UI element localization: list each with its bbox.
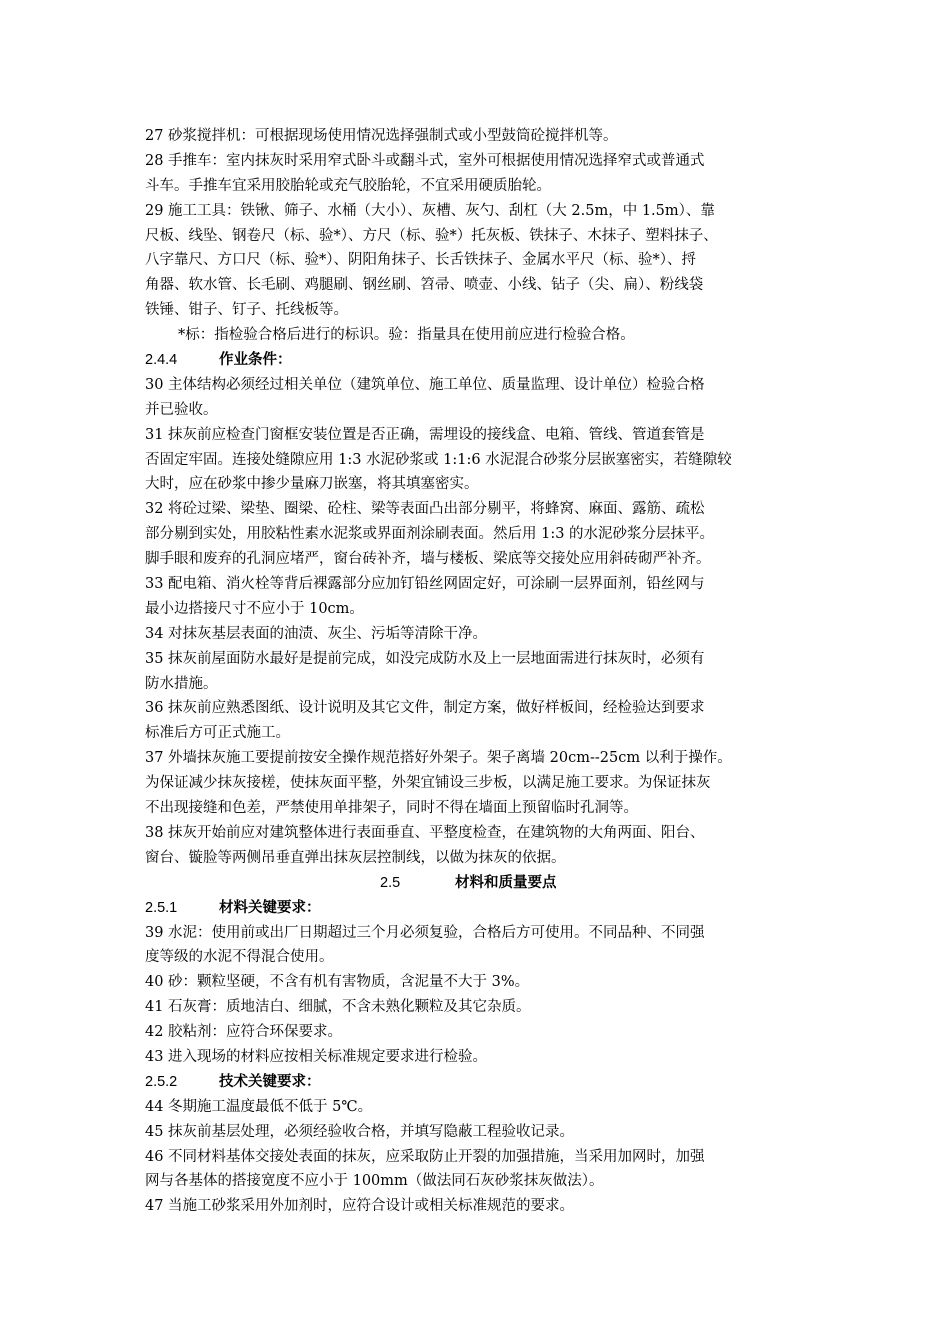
text-line: 41 石灰膏：质地洁白、细腻，不含未熟化颗粒及其它杂质。 [145,999,531,1016]
text-line: 45 抹灰前基层处理，必须经验收合格，并填写隐蔽工程验收记录。 [145,1123,575,1140]
section-heading-2-5-2 [145,1070,815,1095]
text-line: 40 砂：颗粒坚硬，不含有机有害物质，含泥量不大于 3%。 [145,974,530,991]
text-line: 44 冬期施工温度最低不低于 5℃。 [145,1098,373,1115]
section-title: 材料关键要求： [219,899,321,916]
text-line: 为保证减少抹灰接槎，使抹灰面平整，外架宜铺设三步板，以满足施工要求。为保证抹灰 [145,775,711,792]
text-line: 八字靠尺、方口尺（标、验*）、阴阳角抹子、长舌铁抹子、金属水平尺（标、验*）、捋 [145,252,696,269]
section-heading-2-5 [145,871,815,896]
text-line: 铁锤、钳子、钉子、托线板等。 [145,302,348,319]
text-line: 最小边搭接尺寸不应小于 10cm。 [145,600,364,617]
text-line: 窗台、镟脸等两侧吊垂直弹出抹灰层控制线，以做为抹灰的依据。 [145,849,566,866]
section-heading-2-5-1 [145,896,815,921]
text-line: 网与各基体的搭接宽度不应小于 100mm（做法同石灰砂浆抹灰做法）。 [145,1173,604,1190]
text-line: 43 进入现场的材料应按相关标准规定要求进行检验。 [145,1048,488,1065]
text-line: 并已验收。 [145,401,218,418]
text-line: 防水措施。 [145,675,218,692]
text-line: 尺板、线坠、钢卷尺（标、验*）、方尺（标、验*）托灰板、铁抹子、木抹子、塑料抹子、 [145,227,718,244]
text-line: 部分剔到实处，用胶粘性素水泥浆或界面剂涂刷表面。然后用 1:3 的水泥砂浆分层抹平。 [145,526,715,543]
text-line: 39 水泥：使用前或出厂日期超过三个月必须复验，合格后方可使用。不同品种、不同强 [145,924,705,941]
text-line: 大时，应在砂浆中掺少量麻刀嵌塞，将其填塞密实。 [145,476,479,493]
section-title: 技术关键要求： [219,1073,321,1090]
section-title: 作业条件： [219,352,292,369]
text-line: 28 手推车：室内抹灰时采用窄式卧斗或翻斗式，室外可根据使用情况选择窄式或普通式 [145,152,705,169]
text-line: 42 胶粘剂：应符合环保要求。 [145,1024,343,1041]
section-number: 2.4.4 [145,352,178,369]
footnote-line: *标：指检验合格后进行的标识。验：指量具在使用前应进行检验合格。 [178,327,635,344]
section-number: 2.5.2 [145,1073,178,1090]
text-line: 32 将砼过梁、梁垫、圈梁、砼柱、梁等表面凸出部分剔平，将蜂窝、麻面、露筋、疏松 [145,501,705,518]
text-line: 34 对抹灰基层表面的油渍、灰尘、污垢等清除干净。 [145,625,488,642]
text-line: 37 外墙抹灰施工要提前按安全操作规范搭好外架子。架子离墙 20cm--25cm 以利于操作。 [145,750,732,767]
text-line: 35 抹灰前屋面防水最好是提前完成，如没完成防水及上一层地面需进行抹灰时，必须有 [145,650,705,667]
text-line: 31 抹灰前应检查门窗框安装位置是否正确，需埋设的接线盒、电箱、管线、管道套管是 [145,426,705,443]
section-number: 2.5.1 [145,899,178,916]
text-line: 38 抹灰开始前应对建筑整体进行表面垂直、平整度检查，在建筑物的大角两面、阳台、 [145,824,705,841]
text-line: 度等级的水泥不得混合使用。 [145,949,334,966]
document-body [145,124,815,1219]
text-line: 46 不同材料基体交接处表面的抹灰，应采取防止开裂的加强措施，当采用加网时，加强 [145,1148,705,1165]
text-line: 29 施工工具：铁锹、筛子、水桶（大小）、灰槽、灰勺、刮杠（大 2.5m，中 1.5m）、靠 [145,202,715,219]
section-number: 2.5 [380,874,401,891]
text-line: 36 抹灰前应熟悉图纸、设计说明及其它文件，制定方案，做好样板间，经检验达到要求 [145,700,705,717]
text-line: 不出现接缝和色差，严禁使用单排架子，同时不得在墙面上预留临时孔洞等。 [145,800,638,817]
text-line: 30 主体结构必须经过相关单位（建筑单位、施工单位、质量监理、设计单位）检验合格 [145,376,705,393]
text-line: 斗车。手推车宜采用胶胎轮或充气胶胎轮，不宜采用硬质胎轮。 [145,177,551,194]
text-line: 27 砂浆搅拌机：可根据现场使用情况选择强制式或小型鼓筒砼搅拌机等。 [145,128,618,144]
text-line: 角器、软水管、长毛刷、鸡腿刷、钢丝刷、笤帚、喷壶、小线、钻子（尖、扁）、粉线袋 [145,277,704,294]
section-title: 材料和质量要点 [455,874,557,891]
section-heading-2-4-4 [145,348,815,373]
text-line: 否固定牢固。连接处缝隙应用 1:3 水泥砂浆或 1:1:6 水泥混合砂浆分层嵌塞密实，若缝隙较 [145,451,732,468]
text-line: 47 当施工砂浆采用外加剂时，应符合设计或相关标准规范的要求。 [145,1198,575,1215]
text-line: 脚手眼和废弃的孔洞应堵严，窗台砖补齐，墙与楼板、梁底等交接处应用斜砖砌严补齐。 [145,551,711,568]
text-line: 33 配电箱、消火栓等背后裸露部分应加钉铅丝网固定好，可涂刷一层界面剂，铅丝网与 [145,576,705,593]
text-line: 标准后方可正式施工。 [145,725,290,742]
